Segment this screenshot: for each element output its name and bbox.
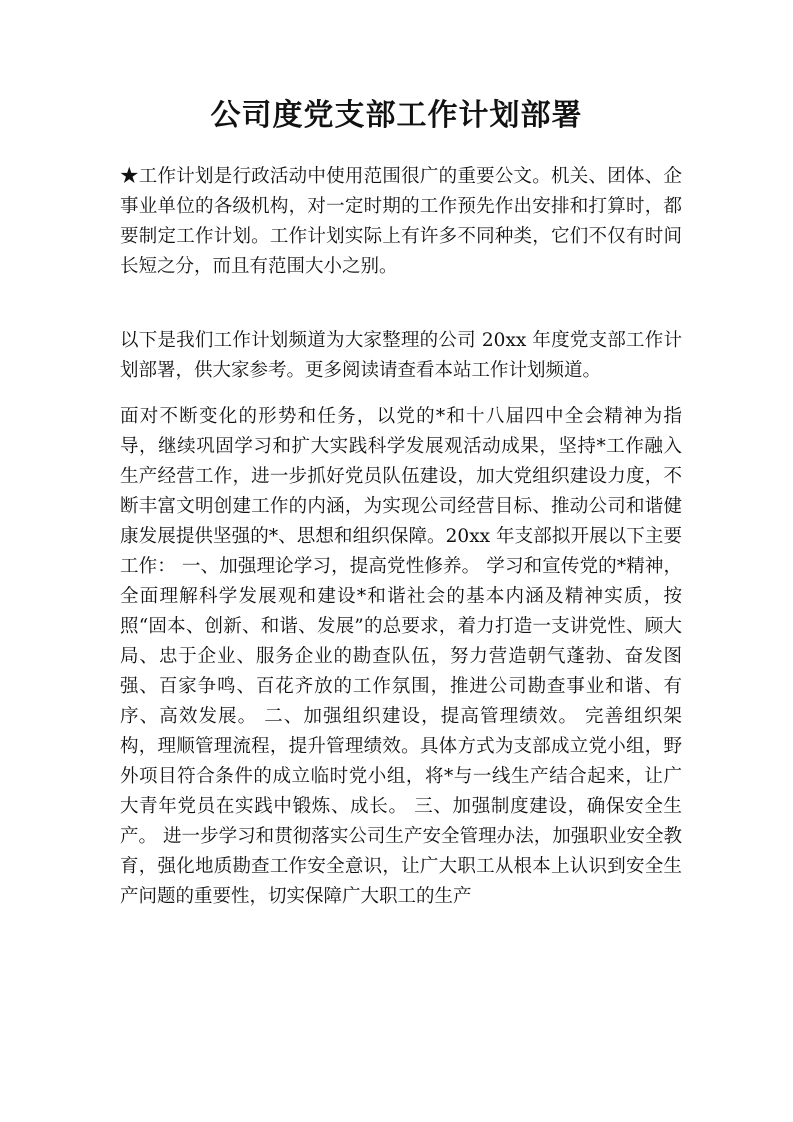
paragraph-body: 面对不断变化的形势和任务，以党的*和十八届四中全会精神为指导，继续巩固学习和扩大实践科学发展观活动成果，坚持*工作融入生产经营工作，进一步抓好党员队伍建设，加大党组织建设力度，不断丰富文明创建工作的内涵，为实现公司经营目标、推动公司和谐健康发展提供坚强的*、思想和组织保障。20xx 年支部拟开展以下主要工作： 一、加强理论学习，提高党性修养。 学习和宣传党的*精神，全面理解科学发展观和建设*和谐社会的基本内涵及精神实质，按照“固本、创新、和谐、发展”的总要求，着力打造一支讲党性、顾大局、忠于企业、服务企业的勘查队伍，努力营造朝气蓬勃、奋发图强、百家争鸣、百花齐放的工作氛围，推进公司勘查事业和谐、有序、高效发展。 二、加强组织建设，提高管理绩效。 完善组织架构，理顺管理流程，提升管理绩效。具体方式为支部成立党小组，野外项目符合条件的成立临时党小组，将*与一线生产结合起来，让广大青年党员在实践中锻炼、成长。 三、加强制度建设，确保安全生产。 进一步学习和贯彻落实公司生产安全管理办法，加强职业安全教育，强化地质勘查工作安全意识，让广大职工从根本上认识到安全生产问题的重要性，切实保障广大职工的生产 bbox=[120, 406, 682, 907]
paragraph-intro: ★工作计划是行政活动中使用范围很广的重要公文。机关、团体、企事业单位的各级机构，对一定时期的工作预先作出安排和打算时，都要制定工作计划。工作计划实际上有许多不同种类，它们不仅有时间长短之分，而且有范围大小之别。 bbox=[120, 166, 682, 277]
page-title: 公司度党支部工作计划部署 bbox=[210, 98, 583, 133]
paragraph-reference: 以下是我们工作计划频道为大家整理的公司 20xx 年度党支部工作计划部署，供大家参考。更多阅读请查看本站工作计划频道。 bbox=[120, 330, 682, 381]
